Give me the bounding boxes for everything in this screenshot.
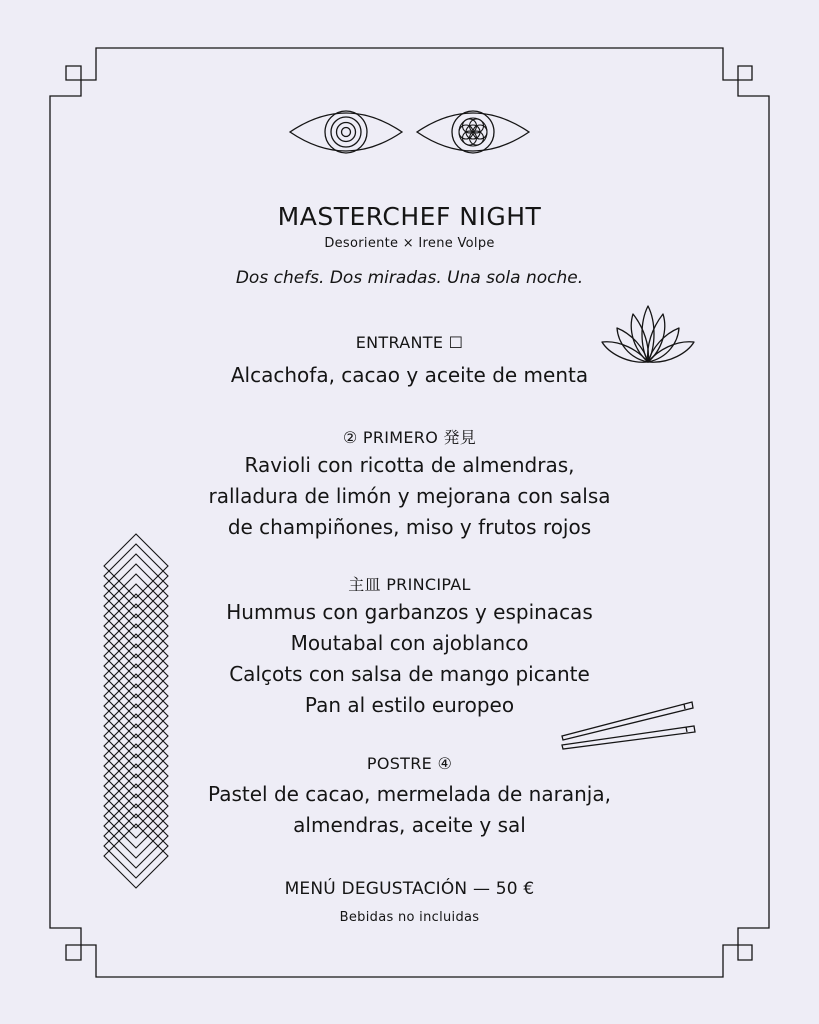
dish-line: Moutabal con ajoblanco bbox=[290, 631, 529, 655]
section-heading-primero: ② PRIMERO 発見 bbox=[342, 428, 477, 447]
dish-line: de champiñones, miso y frutos rojos bbox=[227, 515, 592, 539]
menu-price: MENÚ DEGUSTACIÓN — 50 € bbox=[284, 879, 535, 899]
dish-line: Calçots con salsa de mango picante bbox=[229, 662, 590, 686]
dish-list-entrante bbox=[0, 360, 819, 391]
dish-line: Pastel de cacao, mermelada de naranja, bbox=[208, 782, 611, 806]
dish-list-principal bbox=[0, 597, 819, 721]
dish-line: ralladura de limón y mejorana con salsa bbox=[208, 484, 611, 508]
eye-flower-icon bbox=[415, 108, 531, 156]
dish-line: Pan al estilo europeo bbox=[304, 693, 515, 717]
dish-list-primero bbox=[0, 450, 819, 543]
dish-line: Ravioli con ricotta de almendras, bbox=[244, 453, 575, 477]
dish-line: Hummus con garbanzos y espinacas bbox=[226, 600, 593, 624]
section-heading-postre: POSTRE ④ bbox=[366, 754, 453, 773]
eye-concentric-icon bbox=[288, 108, 404, 156]
menu-tagline: Dos chefs. Dos miradas. Una sola noche. bbox=[235, 268, 584, 288]
section-heading-entrante: ENTRANTE ☐ bbox=[355, 333, 464, 352]
menu-subtitle: Desoriente × Irene Volpe bbox=[324, 236, 495, 251]
dish-list-postre bbox=[0, 779, 819, 841]
menu-title: MASTERCHEF NIGHT bbox=[277, 202, 542, 231]
drinks-note: Bebidas no incluidas bbox=[339, 910, 480, 925]
dish-line: Alcachofa, cacao y aceite de menta bbox=[230, 363, 589, 387]
dish-line: almendras, aceite y sal bbox=[293, 813, 526, 837]
section-heading-principal: 主皿 PRINCIPAL bbox=[348, 575, 471, 594]
